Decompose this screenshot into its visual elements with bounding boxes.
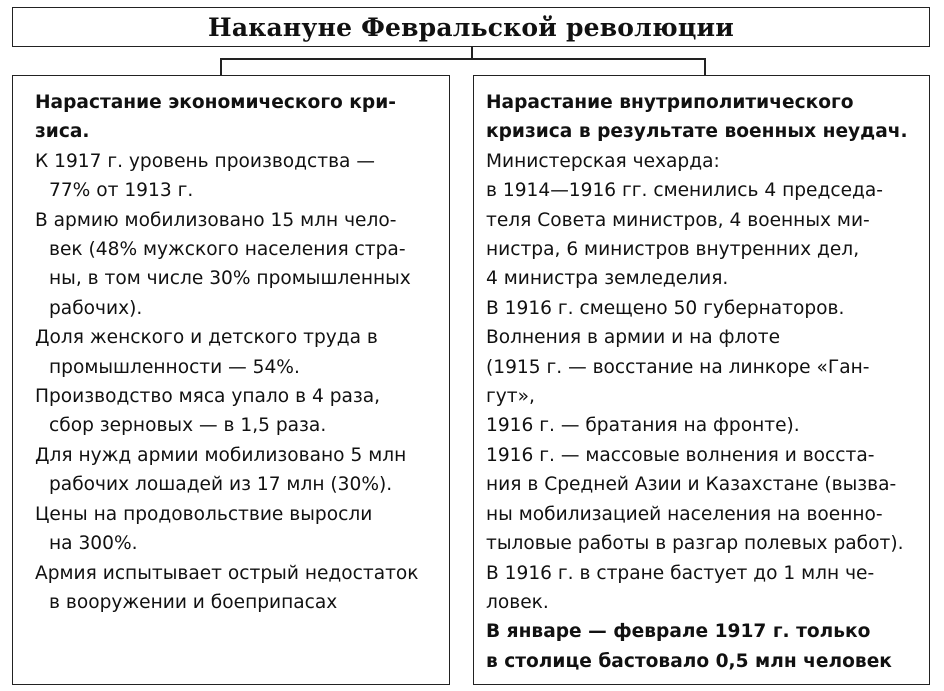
right-text-line: в 1914—1916 гг. сменились 4 председа-	[486, 180, 883, 202]
left-text-line: век (48% мужского населения стра-	[49, 239, 406, 261]
left-text-line: сбор зерновых — в 1,5 раза.	[49, 415, 327, 437]
right-text-line: Волнения в армии и на флоте	[486, 327, 781, 349]
connector-horizontal	[220, 58, 705, 60]
left-text-line: В армию мобилизовано 15 млн чело-	[35, 209, 397, 231]
left-text-line: Цены на продовольствие выросли	[35, 503, 373, 525]
left-text-line: рабочих).	[49, 297, 143, 319]
right-text-line: ния в Средней Азии и Казахстане (вызва-	[486, 474, 897, 496]
right-text-line: Нарастание внутриполитического	[486, 92, 854, 113]
connector-vertical-right	[704, 58, 706, 75]
right-text-line: В 1916 г. в стране бастует до 1 млн че-	[486, 562, 875, 584]
right-text-line: В январе — феврале 1917 г. только	[486, 621, 871, 643]
left-text-line: рабочих лошадей из 17 млн (30%).	[49, 474, 393, 496]
right-text-line: кризиса в результате военных неудач.	[486, 121, 908, 143]
connector-vertical-left	[220, 58, 222, 75]
right-text-line: Министерская чехарда:	[486, 150, 720, 172]
left-text-line: ны, в том числе 30% промышленных	[49, 268, 411, 290]
page-title: Накануне Февральской революции	[208, 12, 734, 42]
left-text-line: Для нужд армии мобилизовано 5 млн	[35, 444, 407, 466]
left-text-line: К 1917 г. уровень производства —	[35, 150, 375, 172]
right-text-line: (1915 г. — восстание на линкоре «Ган-	[486, 356, 870, 378]
left-text-line: Армия испытывает острый недостаток	[35, 562, 419, 584]
left-text-line: зиса.	[35, 121, 90, 143]
left-text-line: Нарастание экономического кри-	[35, 92, 396, 113]
right-text-line: в столице бастовало 0,5 млн человек	[486, 650, 892, 672]
right-text-line: 1916 г. — братания на фронте).	[486, 415, 800, 437]
right-text-line: теля Совета министров, 4 военных ми-	[486, 209, 870, 231]
right-text-line: 4 министра земледелия.	[486, 268, 729, 290]
right-text-line: гут»,	[486, 386, 535, 408]
left-text-line: Доля женского и детского труда в	[35, 327, 378, 349]
left-text-line: промышленности — 54%.	[49, 356, 300, 378]
economic-crisis-column	[12, 75, 450, 685]
political-crisis-column	[473, 75, 930, 685]
right-text-line: ны мобилизацией населения на военно-	[486, 503, 883, 525]
right-text-line: ловек.	[486, 591, 549, 613]
right-text-line: 1916 г. — массовые волнения и восста-	[486, 444, 875, 466]
left-text-line: в вооружении и боеприпасах	[49, 591, 338, 613]
left-text-line: Производство мяса упало в 4 раза,	[35, 386, 381, 408]
title-box	[12, 7, 930, 47]
right-text-line: нистра, 6 министров внутренних дел,	[486, 239, 860, 261]
left-text-line: на 300%.	[49, 533, 138, 555]
right-text-line: тыловые работы в разгар полевых работ).	[486, 533, 904, 555]
right-text-line: В 1916 г. смещено 50 губернаторов.	[486, 297, 845, 319]
left-text-line: 77% от 1913 г.	[49, 180, 194, 202]
